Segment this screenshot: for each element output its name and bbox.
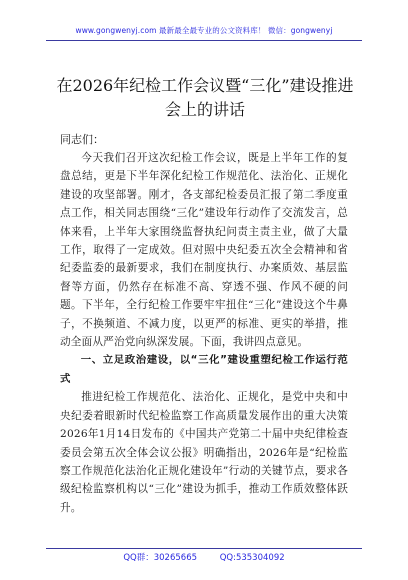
document-body: [60, 149, 348, 517]
document-title: 在2026年纪检工作会议暨“三化”建设推进会上的讲话: [56, 76, 354, 119]
section-heading: 一、立足政治建设，以“三化”建设重塑纪检工作运行范式: [60, 354, 348, 385]
page-header: www.gongwenyj.com 最新最全最专业的公文资料库！ 微信：gongwenyj: [75, 26, 333, 35]
page-footer: [0, 552, 408, 564]
body-paragraph: 今天我们召开这次纪检工作会议，既是上半年工作的复盘总结，更是下半年深化纪检工作规范化、法治化、正规化建设的攻坚部署。刚才，各支部纪检委员汇报了第二季度重点工作，相关同志围绕“三化”建设年行动作了交流发言，总体来看，上半年大家围绕监督执纪问责主责主业，做了大量工作，取得了一定成效。但对照中央纪委五次全会精神和省纪委监委的最新要求，我们在制度执行、办案质效、基层监督等方面，仍然存在标准不高、穿透不强、作风不硬的问题。下半年，全行纪检工作要牢牢扭住“三化”建设这个牛鼻子，不换频道、不减力度，以更严的标准、更实的举措，推动全面从严治党向纵深发展。下面，我讲四点意见。: [60, 152, 348, 349]
footer-qq-group: QQ群：30265665: [123, 553, 198, 563]
body-paragraph: 推进纪检工作规范化、法治化、正规化，是党中央和中央纪委着眼新时代纪检监察工作高质量发展作出的重大决策2026年1月14日发布的《中国共产党第二十届中央纪律检查委员会第五次全体会议公报》明确指出，2026年是“纪检监察工作规范化法治化正规化建设年”行动的关键节点，要求各级纪检监察机构以“三化”建设为抓手，推动工作质效整体跃升。: [60, 391, 348, 514]
salutation: 同志们：: [60, 133, 104, 146]
footer-qq: QQ:535304092: [219, 553, 285, 563]
header-divider: [46, 40, 362, 41]
footer-divider: [46, 548, 362, 549]
